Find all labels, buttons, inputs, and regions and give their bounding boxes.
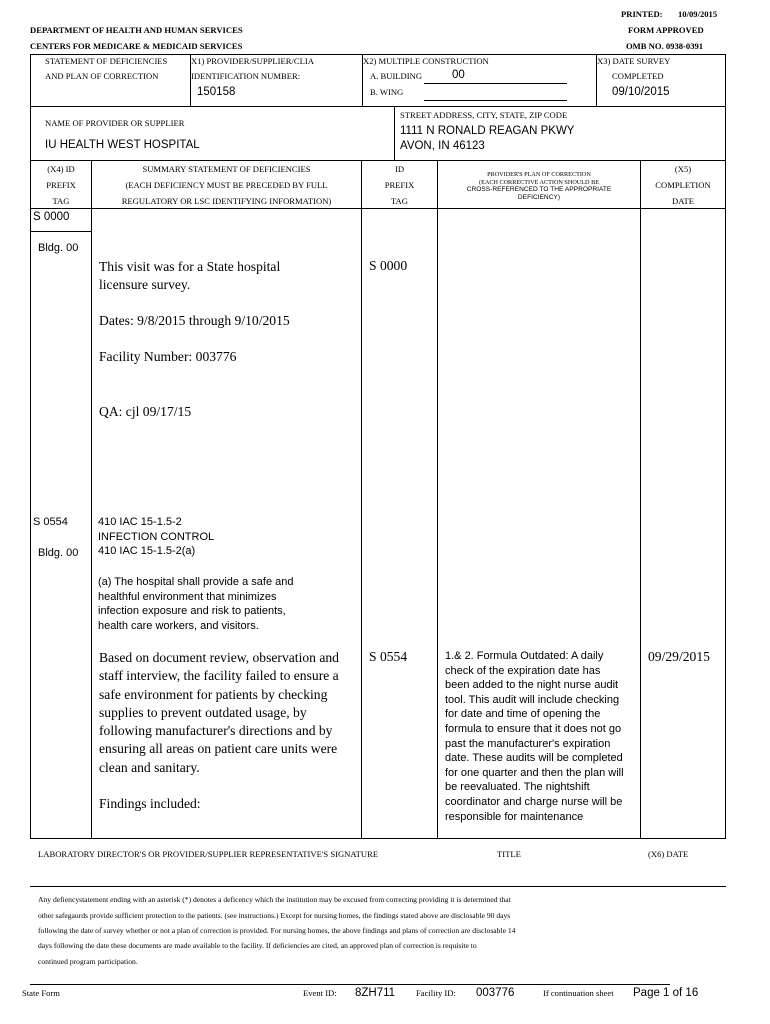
id-label: ID <box>394 164 405 174</box>
bldg-label: Bldg. 00 <box>38 242 79 254</box>
state-form-label: State Form <box>22 988 60 998</box>
x3-label-2: COMPLETED <box>612 71 664 81</box>
rule <box>437 160 438 838</box>
x5-label: (X5) <box>674 164 692 174</box>
plan-label-4: DEFICIENCY) <box>517 194 561 201</box>
wing-underline <box>424 100 567 101</box>
address-line-2: AVON, IN 46123 <box>400 140 485 152</box>
summary-label: SUMMARY STATEMENT OF DEFICIENCIES <box>142 164 311 174</box>
rule <box>30 838 726 839</box>
x2-label: X2) MULTIPLE CONSTRUCTION <box>363 56 489 66</box>
finding-text: Based on document review, observation and staff interview, the facility failed to ensure a safe environment for patients by checking supplies to prevent outdated usage, by following manufacturer's directions and by ensuring all areas on patient care units were clean and sanitary. <box>99 650 339 775</box>
x4-tag-label: TAG <box>52 196 70 206</box>
signature-label: LABORATORY DIRECTOR'S OR PROVIDER/SUPPLIER REPRESENTATIVE'S SIGNATURE <box>38 849 379 859</box>
regulation-subsection: 410 IAC 15-1.5-2(a) <box>98 545 196 557</box>
address-label: STREET ADDRESS, CITY, STATE, ZIP CODE <box>400 110 568 120</box>
regulation-text: (a) The hospital shall provide a safe and healthful environment that minimizes infection exposure and risk to patients, health care workers, and visitors. <box>98 576 294 632</box>
wing-label: B. WING <box>370 87 404 97</box>
printed-date: 10/09/2015 <box>678 9 718 19</box>
statement-label: STATEMENT OF DEFICIENCIES <box>45 56 168 66</box>
building-label: A. BUILDING <box>370 71 423 81</box>
completion-date-label: DATE <box>672 196 694 206</box>
rule <box>394 106 395 160</box>
provider-name-label: NAME OF PROVIDER OR SUPPLIER <box>45 118 185 128</box>
address-line-1: 1111 N RONALD REAGAN PKWY <box>400 125 575 137</box>
disclaimer-line: other safegaurds provide sufficient protection to the patients. (see instructions.) Except for nursing homes, the findings stated above are disclosable 90 days <box>38 911 511 920</box>
survey-dates: Dates: 9/8/2015 through 9/10/2015 <box>99 313 290 328</box>
rule <box>30 886 726 887</box>
event-id-value: 8ZH711 <box>355 987 396 999</box>
regulation-code: 410 IAC 15-1.5-2 <box>98 516 182 528</box>
plan-label-2: (EACH CORRECTIVE ACTION SHOULD BE <box>479 179 599 186</box>
printed-label: PRINTED: <box>621 9 663 19</box>
x4-prefix-label: PREFIX <box>46 180 76 190</box>
id-s0554: S 0554 <box>369 649 408 664</box>
event-id-label: Event ID: <box>303 988 337 998</box>
rule <box>640 160 641 838</box>
rule <box>91 160 92 838</box>
x6-date-label: (X6) DATE <box>648 849 689 859</box>
tag-s0000: S 0000 <box>33 211 70 223</box>
regulation-title: INFECTION CONTROL <box>98 531 215 543</box>
rule <box>725 54 726 838</box>
rule <box>361 160 362 838</box>
findings-included: Findings included: <box>99 796 201 811</box>
summary-label-2: (EACH DEFICIENCY MUST BE PRECEDED BY FULL <box>125 180 328 190</box>
disclaimer-line: continued program participation. <box>38 957 138 966</box>
x3-label: X3) DATE SURVEY <box>597 56 671 66</box>
centers-title: CENTERS FOR MEDICARE & MEDICAID SERVICES <box>30 41 243 51</box>
completion-date: 09/29/2015 <box>648 649 710 664</box>
page-number: Page 1 of 16 <box>633 987 699 999</box>
title-label: TITLE <box>497 849 521 859</box>
continuation-label: If continuation sheet <box>543 988 614 998</box>
rule <box>30 231 92 232</box>
x1-label-2: IDENTIFICATION NUMBER: <box>191 71 301 81</box>
building-underline <box>424 83 567 84</box>
rule <box>30 106 726 107</box>
plan-of-correction-text: 1.& 2. Formula Outdated: A daily check of the expiration date has been added to the night nurse audit tool. This audit will include checking for date and time of opening the formula to ensure that it does not go past the manufacturer's expiration date. These audits will be completed for one quarter and then the plan will be reevaluated. The nightshift coordinator and charge nurse will be responsible for maintenance <box>445 650 624 823</box>
x4-id-label: (X4) ID <box>47 164 75 174</box>
id-tag-label: TAG <box>391 196 408 206</box>
x1-label: X1) PROVIDER/SUPPLIER/CLIA <box>191 56 314 66</box>
disclaimer-line: days following the date these documents are made available to the facility. If deficiencies are cited, an approved plan of correction is requisite to <box>38 941 477 950</box>
facility-number: Facility Number: 003776 <box>99 349 237 364</box>
completion-label: COMPLETION <box>655 180 711 190</box>
id-s0000: S 0000 <box>369 258 408 273</box>
survey-completed-date: 09/10/2015 <box>612 86 670 98</box>
department-title: DEPARTMENT OF HEALTH AND HUMAN SERVICES <box>30 25 243 35</box>
provider-id-number: 150158 <box>197 86 236 98</box>
disclaimer-line: following the date of survey whether or not a plan of correction is provided. For nursing homes, the above findings and plans of correction are disclosable 14 <box>38 926 516 935</box>
bldg-label: Bldg. 00 <box>38 547 79 559</box>
id-prefix-label: PREFIX <box>384 180 415 190</box>
summary-label-3: REGULATORY OR LSC IDENTIFYING INFORMATION) <box>121 196 332 206</box>
provider-name: IU HEALTH WEST HOSPITAL <box>45 139 200 151</box>
form-approved: FORM APPROVED <box>628 25 704 35</box>
building-value: 00 <box>452 69 465 81</box>
facility-id-value: 003776 <box>476 987 515 999</box>
qa-line: QA: cjl 09/17/15 <box>99 404 192 419</box>
plan-of-correction-label: AND PLAN OF CORRECTION <box>45 71 159 81</box>
facility-id-label: Facility ID: <box>416 988 456 998</box>
rule <box>30 208 726 209</box>
disclaimer-line: Any defiencystatement ending with an asterisk (*) denotes a deficency which the institution may be excused from correcting providing it is determined that <box>38 895 511 904</box>
rule <box>30 984 670 985</box>
plan-label: PROVIDER'S PLAN OF CORRECTION <box>487 171 591 178</box>
visit-text: This visit was for a State hospital licensure survey. <box>99 259 281 293</box>
rule <box>30 54 726 55</box>
plan-label-3: CROSS-REFERENCED TO THE APPROPRIATE <box>466 186 612 193</box>
omb-number: OMB NO. 0938-0391 <box>626 41 704 51</box>
rule <box>30 160 726 161</box>
tag-s0554: S 0554 <box>33 516 68 528</box>
